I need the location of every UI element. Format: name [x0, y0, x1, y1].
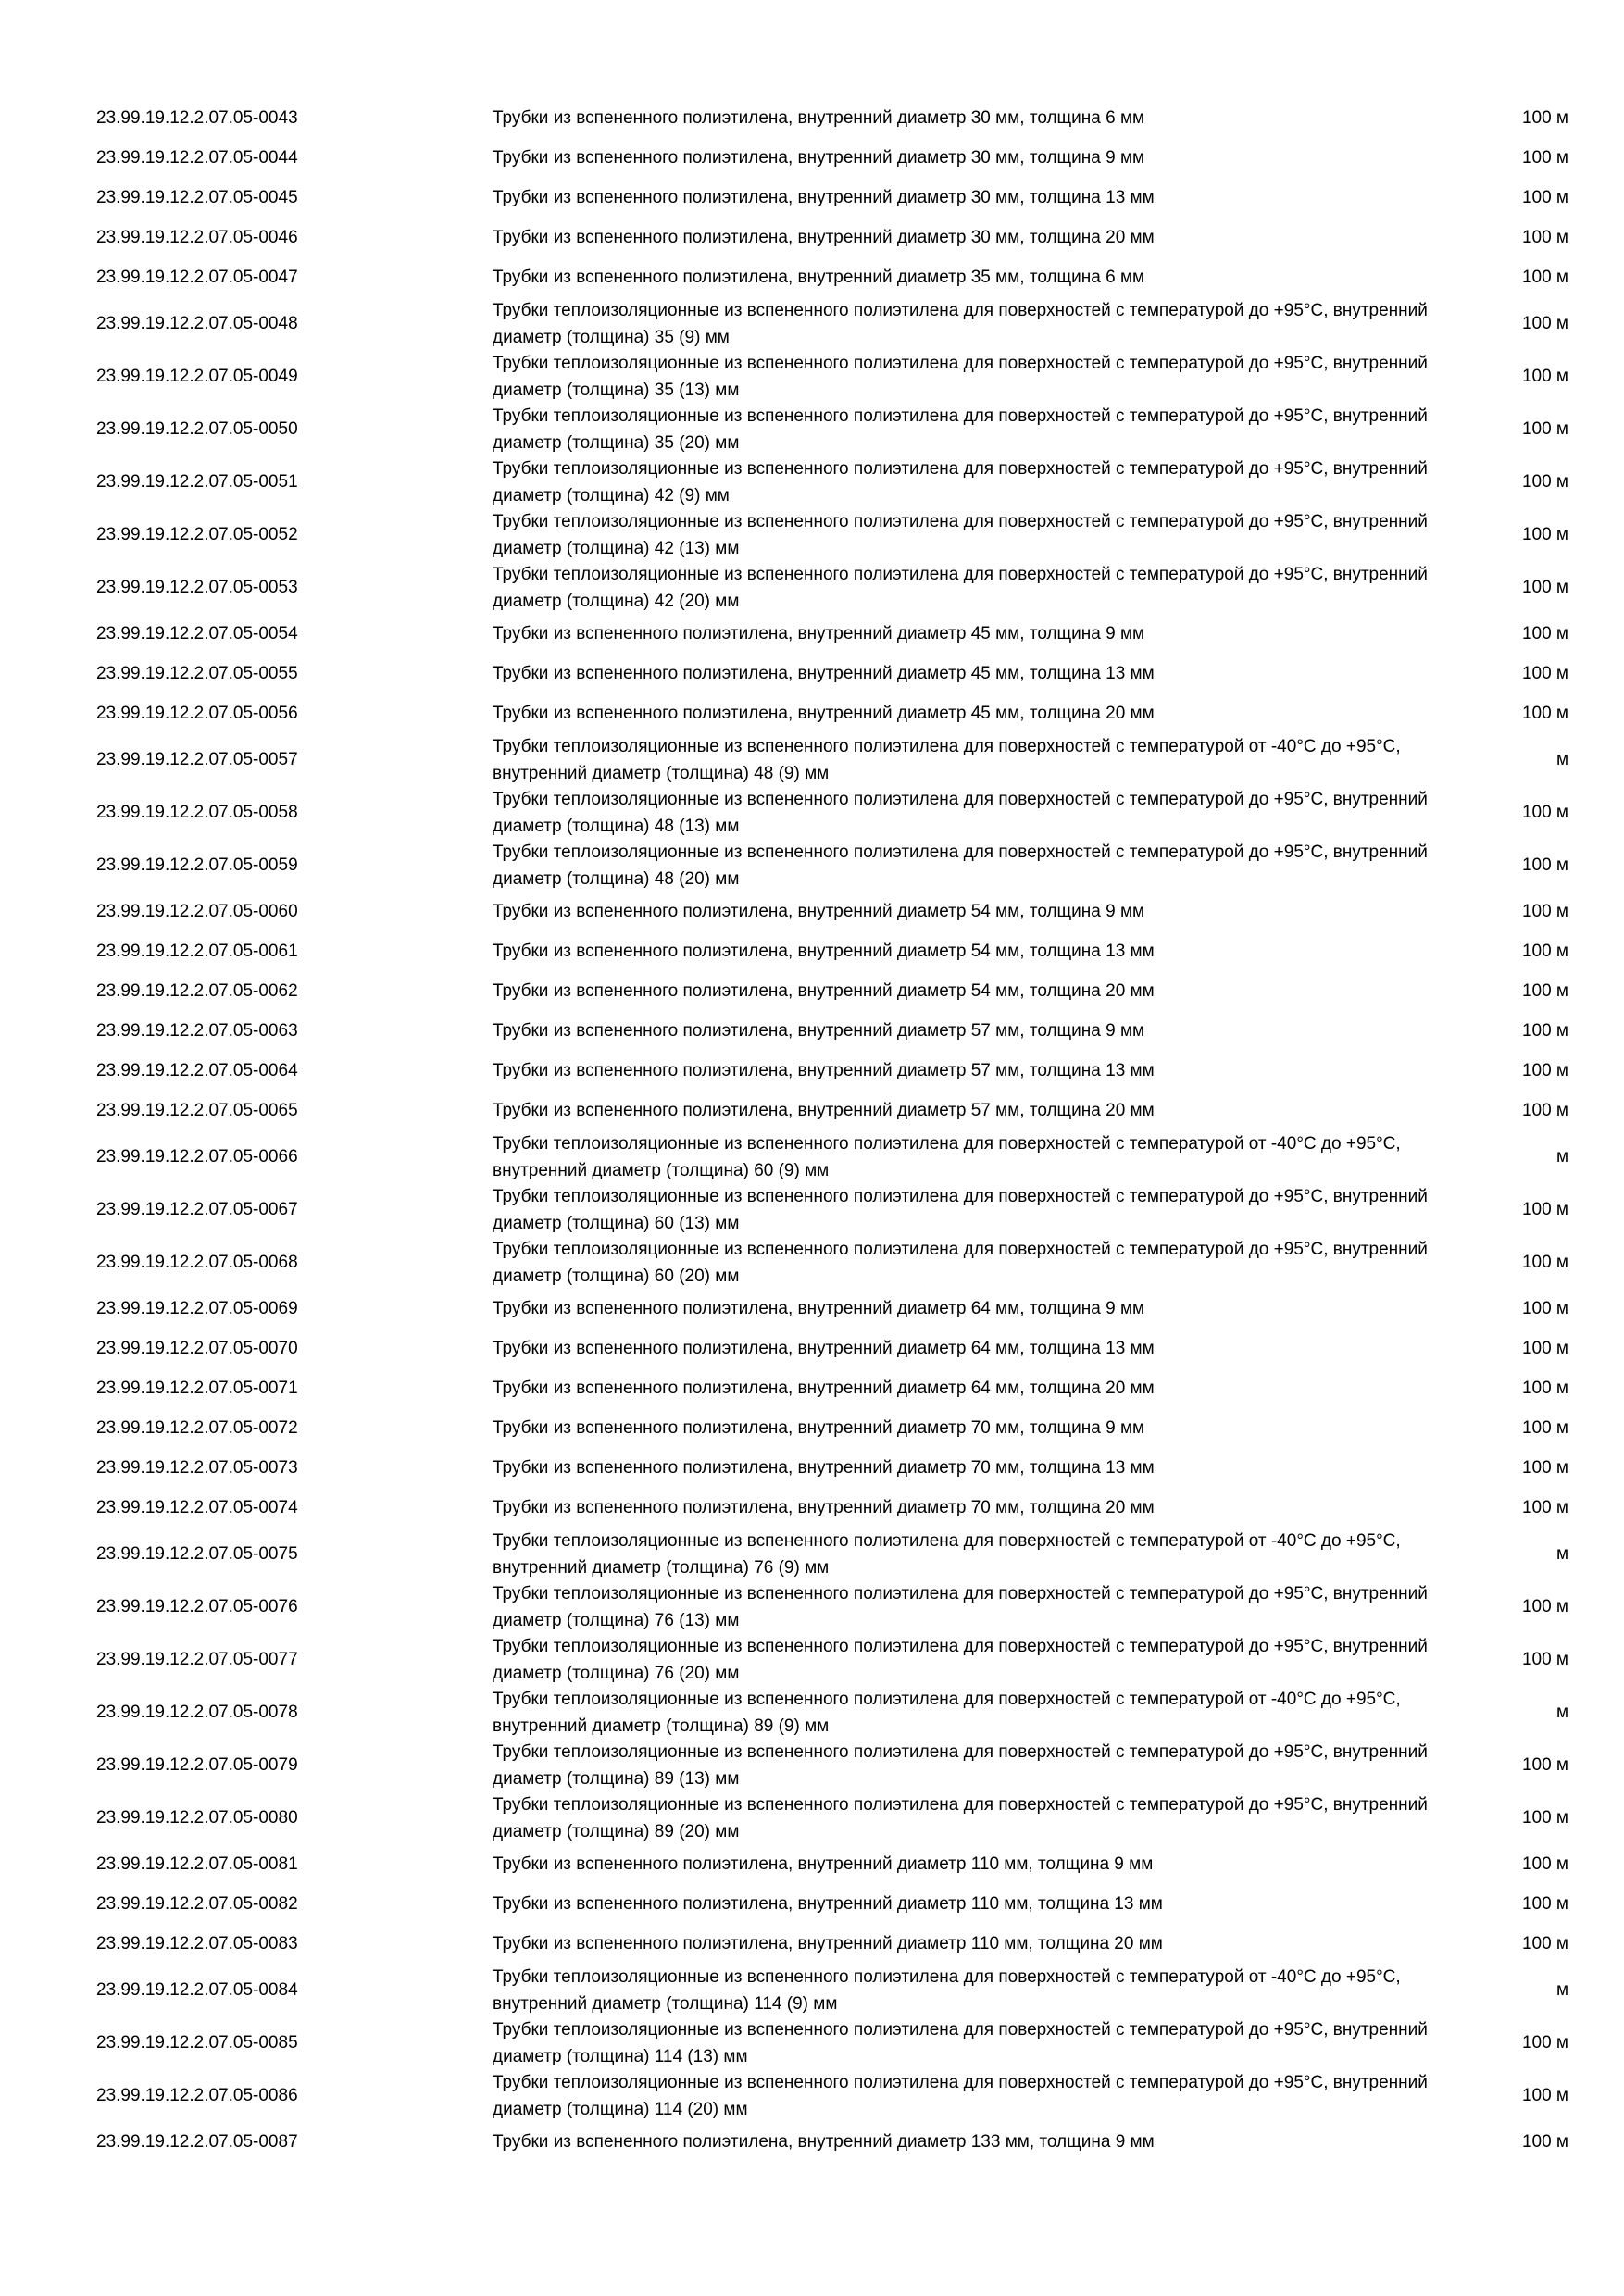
item-unit: 100 м [1521, 1498, 1568, 1518]
table-row [96, 1634, 1568, 1687]
table-row [96, 1529, 1568, 1581]
table-row [96, 2123, 1568, 2163]
item-unit: 100 м [1521, 942, 1568, 962]
table-row [96, 932, 1568, 972]
catalog-rows [96, 99, 1568, 2163]
table-row [96, 1687, 1568, 1740]
item-code: 23.99.19.12.2.07.05-0048 [96, 314, 298, 334]
item-description: Трубки из вспененного полиэтилена, внутренний диаметр 110 мм, толщина 13 мм [493, 1894, 1163, 1915]
item-description: Трубки теплоизоляционные из вспененного полиэтилена для поверхностей с температурой до +95°С, внутренний диаметр (толщина) 114 (20) мм [493, 2073, 1428, 2119]
table-row [96, 734, 1568, 787]
item-unit: 100 м [1521, 314, 1568, 334]
item-code: 23.99.19.12.2.07.05-0072 [96, 1418, 298, 1439]
item-code: 23.99.19.12.2.07.05-0043 [96, 108, 298, 129]
item-description: Трубки из вспененного полиэтилена, внутренний диаметр 70 мм, толщина 9 мм [493, 1418, 1145, 1439]
table-row [96, 1237, 1568, 1290]
table-row [96, 972, 1568, 1012]
item-code: 23.99.19.12.2.07.05-0047 [96, 268, 298, 288]
item-code: 23.99.19.12.2.07.05-0046 [96, 228, 298, 248]
item-unit: 100 м [1521, 1854, 1568, 1875]
table-row [96, 99, 1568, 139]
item-code: 23.99.19.12.2.07.05-0044 [96, 148, 298, 168]
item-code: 23.99.19.12.2.07.05-0059 [96, 855, 298, 876]
item-code: 23.99.19.12.2.07.05-0078 [96, 1703, 298, 1723]
item-description: Трубки из вспененного полиэтилена, внутренний диаметр 45 мм, толщина 20 мм [493, 704, 1155, 724]
item-unit: м [1555, 1703, 1568, 1723]
item-unit: 100 м [1521, 664, 1568, 684]
table-row [96, 615, 1568, 655]
table-row [96, 258, 1568, 298]
table-row [96, 694, 1568, 734]
item-description: Трубки теплоизоляционные из вспененного полиэтилена для поверхностей с температурой до +95°С, внутренний диаметр (толщина) 76 (13) мм [493, 1584, 1428, 1630]
item-unit: 100 м [1521, 902, 1568, 922]
item-description: Трубки из вспененного полиэтилена, внутренний диаметр 64 мм, толщина 20 мм [493, 1379, 1155, 1399]
item-unit: 100 м [1521, 1418, 1568, 1439]
item-code: 23.99.19.12.2.07.05-0066 [96, 1147, 298, 1167]
item-description: Трубки из вспененного полиэтилена, внутренний диаметр 110 мм, толщина 20 мм [493, 1934, 1163, 1954]
item-unit: 100 м [1521, 367, 1568, 387]
table-row [96, 655, 1568, 694]
item-unit: 100 м [1521, 624, 1568, 644]
item-description: Трубки теплоизоляционные из вспененного полиэтилена для поверхностей с температурой до +95°С, внутренний диаметр (толщина) 89 (20) мм [493, 1795, 1428, 1841]
item-description: Трубки теплоизоляционные из вспененного полиэтилена для поверхностей с температурой до +95°С, внутренний диаметр (толщина) 114 (13) мм [493, 2020, 1428, 2066]
item-description: Трубки из вспененного полиэтилена, внутренний диаметр 64 мм, толщина 13 мм [493, 1339, 1155, 1359]
table-row [96, 1290, 1568, 1329]
item-description: Трубки из вспененного полиэтилена, внутренний диаметр 54 мм, толщина 9 мм [493, 902, 1145, 922]
table-row [96, 1012, 1568, 1052]
item-code: 23.99.19.12.2.07.05-0052 [96, 525, 298, 545]
item-code: 23.99.19.12.2.07.05-0079 [96, 1755, 298, 1776]
item-code: 23.99.19.12.2.07.05-0082 [96, 1894, 298, 1915]
item-unit: 100 м [1521, 981, 1568, 1002]
table-row [96, 218, 1568, 258]
item-unit: 100 м [1521, 1021, 1568, 1042]
table-row [96, 1965, 1568, 2017]
item-description: Трубки из вспененного полиэтилена, внутренний диаметр 54 мм, толщина 13 мм [493, 942, 1155, 962]
item-code: 23.99.19.12.2.07.05-0067 [96, 1200, 298, 1220]
item-code: 23.99.19.12.2.07.05-0075 [96, 1544, 298, 1565]
item-description: Трубки теплоизоляционные из вспененного полиэтилена для поверхностей с температурой до +95°С, внутренний диаметр (толщина) 48 (13) мм [493, 790, 1428, 836]
table-row [96, 562, 1568, 615]
table-row [96, 892, 1568, 932]
item-description: Трубки из вспененного полиэтилена, внутренний диаметр 45 мм, толщина 9 мм [493, 624, 1145, 644]
table-row [96, 1885, 1568, 1925]
table-row [96, 1925, 1568, 1965]
item-description: Трубки теплоизоляционные из вспененного полиэтилена для поверхностей с температурой до +95°С, внутренний диаметр (толщина) 42 (9) мм [493, 459, 1428, 505]
item-unit: 100 м [1521, 188, 1568, 208]
item-unit: 100 м [1521, 1200, 1568, 1220]
item-unit: 100 м [1521, 1101, 1568, 1121]
table-row [96, 456, 1568, 509]
item-unit: м [1555, 1544, 1568, 1565]
item-code: 23.99.19.12.2.07.05-0065 [96, 1101, 298, 1121]
table-row [96, 351, 1568, 404]
item-unit: 100 м [1521, 2132, 1568, 2152]
item-code: 23.99.19.12.2.07.05-0054 [96, 624, 298, 644]
item-code: 23.99.19.12.2.07.05-0081 [96, 1854, 298, 1875]
table-row [96, 1329, 1568, 1369]
item-unit: 100 м [1521, 108, 1568, 129]
item-unit: 100 м [1521, 2033, 1568, 2053]
item-unit: 100 м [1521, 1253, 1568, 1273]
item-description: Трубки из вспененного полиэтилена, внутренний диаметр 30 мм, толщина 9 мм [493, 148, 1145, 168]
item-unit: 100 м [1521, 1597, 1568, 1617]
item-description: Трубки из вспененного полиэтилена, внутренний диаметр 64 мм, толщина 9 мм [493, 1299, 1145, 1319]
item-description: Трубки теплоизоляционные из вспененного полиэтилена для поверхностей с температурой до +95°С, внутренний диаметр (толщина) 76 (20) мм [493, 1637, 1428, 1683]
table-row [96, 787, 1568, 840]
table-row [96, 1184, 1568, 1237]
table-row [96, 1792, 1568, 1845]
item-code: 23.99.19.12.2.07.05-0057 [96, 750, 298, 770]
table-row [96, 1409, 1568, 1449]
table-row [96, 840, 1568, 892]
item-code: 23.99.19.12.2.07.05-0085 [96, 2033, 298, 2053]
item-description: Трубки теплоизоляционные из вспененного полиэтилена для поверхностей с температурой до +95°С, внутренний диаметр (толщина) 60 (13) мм [493, 1187, 1428, 1233]
item-description: Трубки из вспененного полиэтилена, внутренний диаметр 110 мм, толщина 9 мм [493, 1854, 1154, 1875]
table-row [96, 1092, 1568, 1131]
item-description: Трубки из вспененного полиэтилена, внутренний диаметр 70 мм, толщина 20 мм [493, 1498, 1155, 1518]
item-code: 23.99.19.12.2.07.05-0056 [96, 704, 298, 724]
item-code: 23.99.19.12.2.07.05-0070 [96, 1339, 298, 1359]
item-unit: 100 м [1521, 1755, 1568, 1776]
item-code: 23.99.19.12.2.07.05-0060 [96, 902, 298, 922]
item-unit: 100 м [1521, 1299, 1568, 1319]
item-unit: 100 м [1521, 525, 1568, 545]
item-unit: 100 м [1521, 228, 1568, 248]
item-code: 23.99.19.12.2.07.05-0050 [96, 419, 298, 440]
item-code: 23.99.19.12.2.07.05-0080 [96, 1808, 298, 1828]
item-description: Трубки из вспененного полиэтилена, внутренний диаметр 30 мм, толщина 20 мм [493, 228, 1155, 248]
item-code: 23.99.19.12.2.07.05-0084 [96, 1980, 298, 2001]
item-unit: 100 м [1521, 419, 1568, 440]
item-description: Трубки теплоизоляционные из вспененного полиэтилена для поверхностей с температурой от -40°С до +95°С, внутренний диаметр (толщина) 48 (9) мм [493, 737, 1401, 783]
item-description: Трубки из вспененного полиэтилена, внутренний диаметр 57 мм, толщина 9 мм [493, 1021, 1145, 1042]
item-unit: 100 м [1521, 704, 1568, 724]
table-row [96, 139, 1568, 179]
item-code: 23.99.19.12.2.07.05-0076 [96, 1597, 298, 1617]
item-description: Трубки теплоизоляционные из вспененного полиэтилена для поверхностей с температурой до +95°С, внутренний диаметр (толщина) 60 (20) мм [493, 1240, 1428, 1286]
item-unit: 100 м [1521, 803, 1568, 823]
item-unit: м [1555, 1147, 1568, 1167]
item-description: Трубки теплоизоляционные из вспененного полиэтилена для поверхностей с температурой до +95°С, внутренний диаметр (толщина) 35 (20) мм [493, 406, 1428, 453]
item-code: 23.99.19.12.2.07.05-0061 [96, 942, 298, 962]
table-row [96, 179, 1568, 218]
item-unit: 100 м [1521, 1934, 1568, 1954]
item-unit: м [1555, 1980, 1568, 2001]
table-row [96, 509, 1568, 562]
item-code: 23.99.19.12.2.07.05-0063 [96, 1021, 298, 1042]
item-code: 23.99.19.12.2.07.05-0074 [96, 1498, 298, 1518]
item-description: Трубки теплоизоляционные из вспененного полиэтилена для поверхностей с температурой до +95°С, внутренний диаметр (толщина) 48 (20) мм [493, 842, 1428, 889]
item-unit: 100 м [1521, 268, 1568, 288]
item-description: Трубки теплоизоляционные из вспененного полиэтилена для поверхностей с температурой от -40°С до +95°С, внутренний диаметр (толщина) 89 (9) мм [493, 1690, 1401, 1736]
item-description: Трубки из вспененного полиэтилена, внутренний диаметр 57 мм, толщина 13 мм [493, 1061, 1155, 1081]
item-unit: 100 м [1521, 1379, 1568, 1399]
item-unit: 100 м [1521, 1808, 1568, 1828]
item-code: 23.99.19.12.2.07.05-0055 [96, 664, 298, 684]
item-unit: м [1555, 750, 1568, 770]
table-row [96, 1740, 1568, 1792]
table-row [96, 404, 1568, 456]
item-description: Трубки из вспененного полиэтилена, внутренний диаметр 57 мм, толщина 20 мм [493, 1101, 1155, 1121]
item-code: 23.99.19.12.2.07.05-0053 [96, 578, 298, 598]
item-code: 23.99.19.12.2.07.05-0049 [96, 367, 298, 387]
item-description: Трубки теплоизоляционные из вспененного полиэтилена для поверхностей с температурой от -40°С до +95°С, внутренний диаметр (толщина) 76 (9) мм [493, 1531, 1401, 1578]
item-description: Трубки теплоизоляционные из вспененного полиэтилена для поверхностей с температурой до +95°С, внутренний диаметр (толщина) 42 (20) мм [493, 565, 1428, 611]
table-row [96, 1052, 1568, 1092]
item-unit: 100 м [1521, 472, 1568, 493]
item-description: Трубки из вспененного полиэтилена, внутренний диаметр 133 мм, толщина 9 мм [493, 2132, 1155, 2152]
item-code: 23.99.19.12.2.07.05-0077 [96, 1650, 298, 1670]
item-description: Трубки теплоизоляционные из вспененного полиэтилена для поверхностей с температурой от -40°С до +95°С, внутренний диаметр (толщина) 114 (9) мм [493, 1967, 1401, 2014]
item-unit: 100 м [1521, 1061, 1568, 1081]
item-description: Трубки из вспененного полиэтилена, внутренний диаметр 30 мм, толщина 13 мм [493, 188, 1155, 208]
item-description: Трубки теплоизоляционные из вспененного полиэтилена для поверхностей с температурой до +95°С, внутренний диаметр (толщина) 35 (13) мм [493, 354, 1428, 400]
item-code: 23.99.19.12.2.07.05-0086 [96, 2086, 298, 2106]
catalog-table [96, 99, 1568, 2163]
item-code: 23.99.19.12.2.07.05-0045 [96, 188, 298, 208]
item-code: 23.99.19.12.2.07.05-0058 [96, 803, 298, 823]
item-description: Трубки из вспененного полиэтилена, внутренний диаметр 30 мм, толщина 6 мм [493, 108, 1145, 129]
item-code: 23.99.19.12.2.07.05-0083 [96, 1934, 298, 1954]
table-row [96, 1489, 1568, 1529]
item-description: Трубки из вспененного полиэтилена, внутренний диаметр 70 мм, толщина 13 мм [493, 1458, 1155, 1479]
table-row [96, 1131, 1568, 1184]
item-description: Трубки из вспененного полиэтилена, внутренний диаметр 35 мм, толщина 6 мм [493, 268, 1145, 288]
item-description: Трубки теплоизоляционные из вспененного полиэтилена для поверхностей с температурой до +95°С, внутренний диаметр (толщина) 42 (13) мм [493, 512, 1428, 558]
item-unit: 100 м [1521, 1339, 1568, 1359]
item-code: 23.99.19.12.2.07.05-0087 [96, 2132, 298, 2152]
item-code: 23.99.19.12.2.07.05-0068 [96, 1253, 298, 1273]
table-row [96, 1581, 1568, 1634]
table-row [96, 298, 1568, 351]
item-code: 23.99.19.12.2.07.05-0062 [96, 981, 298, 1002]
item-description: Трубки теплоизоляционные из вспененного полиэтилена для поверхностей с температурой до +95°С, внутренний диаметр (толщина) 89 (13) мм [493, 1742, 1428, 1789]
item-code: 23.99.19.12.2.07.05-0064 [96, 1061, 298, 1081]
item-unit: 100 м [1521, 578, 1568, 598]
item-description: Трубки из вспененного полиэтилена, внутренний диаметр 45 мм, толщина 13 мм [493, 664, 1155, 684]
item-unit: 100 м [1521, 1894, 1568, 1915]
item-code: 23.99.19.12.2.07.05-0069 [96, 1299, 298, 1319]
item-unit: 100 м [1521, 855, 1568, 876]
table-row [96, 1369, 1568, 1409]
item-unit: 100 м [1521, 2086, 1568, 2106]
item-unit: 100 м [1521, 1650, 1568, 1670]
table-row [96, 2017, 1568, 2070]
item-code: 23.99.19.12.2.07.05-0073 [96, 1458, 298, 1479]
item-description: Трубки из вспененного полиэтилена, внутренний диаметр 54 мм, толщина 20 мм [493, 981, 1155, 1002]
item-unit: 100 м [1521, 148, 1568, 168]
table-row [96, 1845, 1568, 1885]
table-row [96, 1449, 1568, 1489]
item-unit: 100 м [1521, 1458, 1568, 1479]
item-code: 23.99.19.12.2.07.05-0051 [96, 472, 298, 493]
table-row [96, 2070, 1568, 2123]
item-code: 23.99.19.12.2.07.05-0071 [96, 1379, 298, 1399]
item-description: Трубки теплоизоляционные из вспененного полиэтилена для поверхностей с температурой до +95°С, внутренний диаметр (толщина) 35 (9) мм [493, 301, 1428, 347]
item-description: Трубки теплоизоляционные из вспененного полиэтилена для поверхностей с температурой от -40°С до +95°С, внутренний диаметр (толщина) 60 (9) мм [493, 1134, 1401, 1180]
